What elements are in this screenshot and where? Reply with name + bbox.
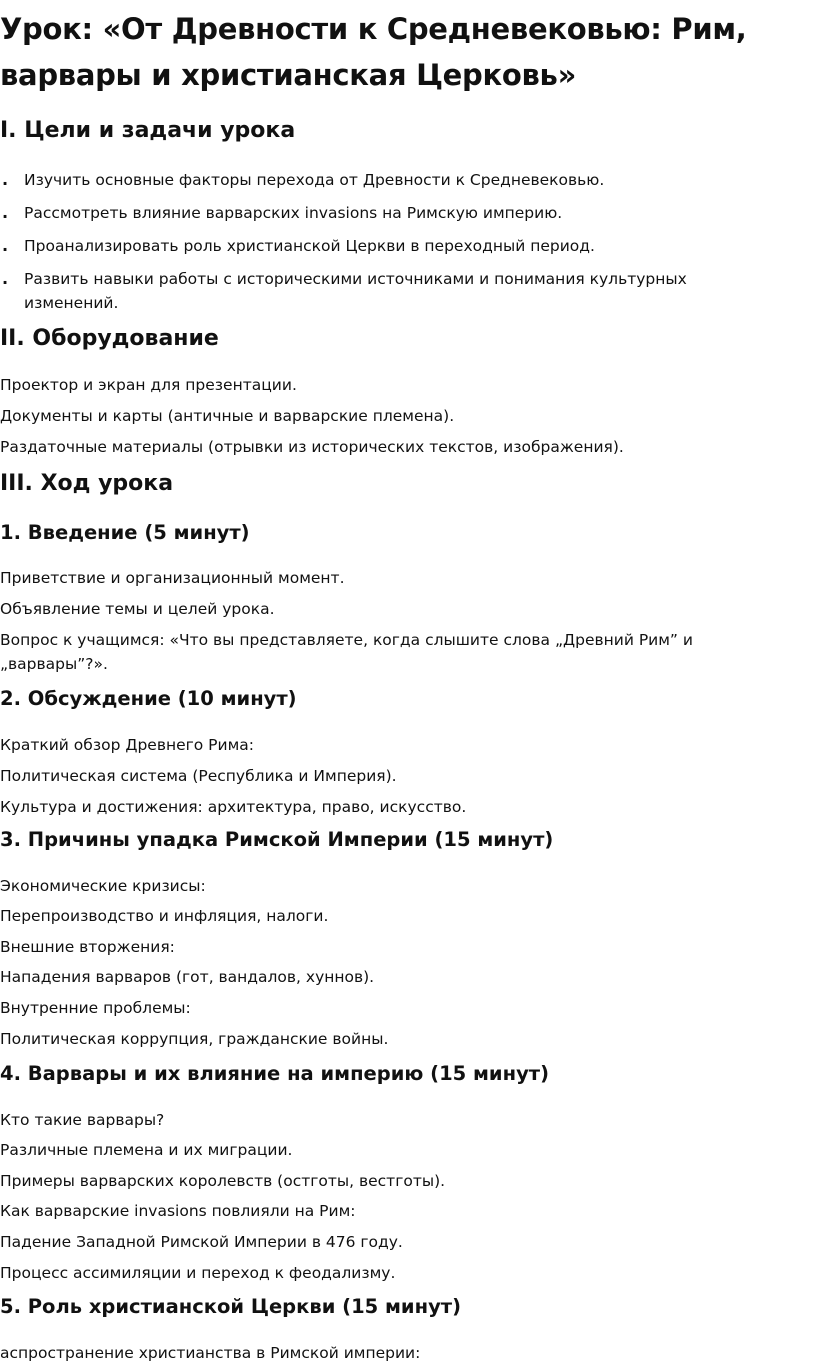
lesson-title: Урок: «От Древности к Средневековью: Рим, варвары и христианская Церковь» [0, 12, 747, 92]
step-line: Внешние вторжения: [0, 938, 175, 956]
step-line: Краткий обзор Древнего Рима: [0, 736, 255, 754]
section-heading-equipment: II. Оборудование [0, 326, 219, 351]
bullet-marker: . [2, 269, 9, 288]
step-heading: 2. Обсуждение (10 минут) [0, 687, 297, 710]
step-line: аспространение христианства в Римской империи: [0, 1344, 421, 1362]
section-heading-goals: I. Цели и задачи урока [0, 118, 296, 143]
step-line: Приветствие и организационный момент. [0, 569, 345, 587]
section-heading-course: III. Ход урока [0, 471, 174, 496]
step-line: Как варварские invasions повлияли на Рим: [0, 1202, 356, 1220]
goal-text: Изучить основные факторы перехода от Древности к Средневековью. [24, 171, 605, 189]
step-line: Экономические кризисы: [0, 877, 206, 895]
equipment-line: Раздаточные материалы (отрывки из исторических текстов, изображения). [0, 438, 624, 456]
step-heading: 1. Введение (5 минут) [0, 521, 250, 544]
step-line: Объявление темы и целей урока. [0, 600, 275, 618]
bullet-marker: . [2, 203, 9, 222]
step-line: Политическая система (Республика и Империя). [0, 767, 397, 785]
step-line: Падение Западной Римской Империи в 476 году. [0, 1233, 403, 1251]
step-line: Вопрос к учащимся: «Что вы представляете, когда слышите слова „Древний Рим” и „варвары”?». [0, 631, 693, 673]
equipment-line: Документы и карты (античные и варварские племена). [0, 407, 455, 425]
step-line: Кто такие варвары? [0, 1111, 165, 1129]
step-line: Процесс ассимиляции и переход к феодализму. [0, 1264, 396, 1282]
step-line: Политическая коррупция, гражданские войны. [0, 1030, 389, 1048]
step-line: Перепроизводство и инфляция, налоги. [0, 907, 329, 925]
bullet-marker: . [2, 170, 9, 189]
goal-text: Проанализировать роль христианской Церкви в переходный период. [24, 237, 595, 255]
equipment-line: Проектор и экран для презентации. [0, 376, 297, 394]
step-heading: 3. Причины упадка Римской Империи (15 минут) [0, 828, 554, 851]
step-line: Различные племена и их миграции. [0, 1141, 293, 1159]
step-line: Нападения варваров (гот, вандалов, хуннов). [0, 968, 375, 986]
step-line: Примеры варварских королевств (остготы, вестготы). [0, 1172, 446, 1190]
goal-text: Развить навыки работы с историческими источниками и понимания культурных изменений. [24, 270, 687, 312]
step-heading: 4. Варвары и их влияние на империю (15 минут) [0, 1062, 549, 1085]
step-heading: 5. Роль христианской Церкви (15 минут) [0, 1295, 461, 1318]
step-line: Культура и достижения: архитектура, право, искусство. [0, 798, 467, 816]
goal-text: Рассмотреть влияние варварских invasions на Римскую империю. [24, 204, 563, 222]
bullet-marker: . [2, 236, 9, 255]
step-line: Внутренние проблемы: [0, 999, 191, 1017]
